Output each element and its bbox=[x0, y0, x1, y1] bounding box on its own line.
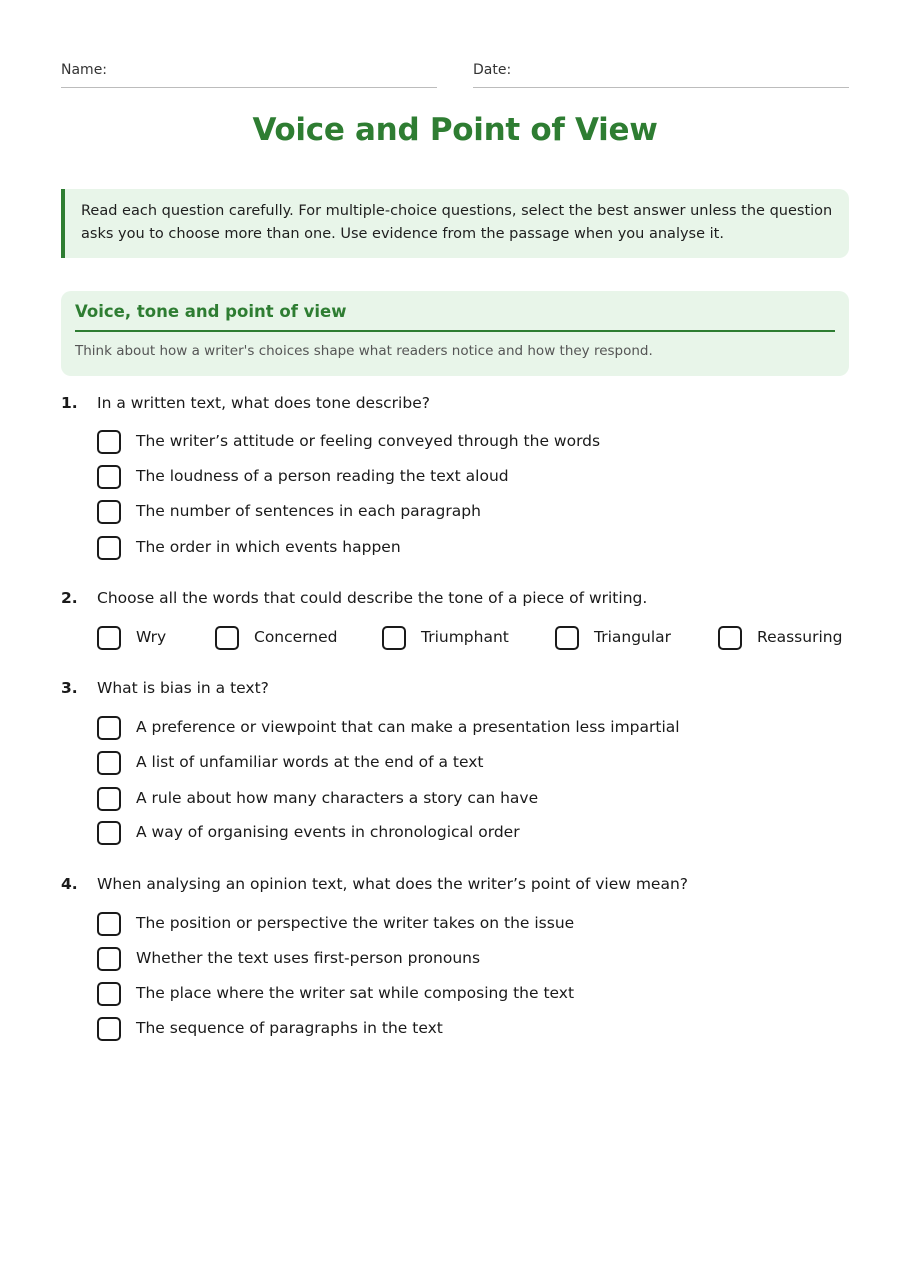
checkbox[interactable] bbox=[97, 751, 121, 775]
checkbox[interactable] bbox=[97, 716, 121, 740]
section-subtitle: Think about how a writer's choices shape what readers notice and how they respond. bbox=[75, 343, 653, 359]
page-title: Voice and Point of View bbox=[252, 112, 658, 148]
question-text: When analysing an opinion text, what does the writer’s point of view mean? bbox=[97, 875, 689, 893]
checkbox[interactable] bbox=[97, 912, 121, 936]
name-label: Name: bbox=[61, 62, 108, 78]
question-number: 3. bbox=[61, 679, 78, 697]
header-fields bbox=[61, 60, 849, 88]
checkbox[interactable] bbox=[97, 787, 121, 811]
option-label: Wry bbox=[136, 628, 167, 646]
checkbox[interactable] bbox=[97, 982, 121, 1006]
checkbox[interactable] bbox=[97, 500, 121, 524]
option-label: The order in which events happen bbox=[136, 538, 401, 556]
section-header bbox=[61, 291, 849, 376]
checkbox[interactable] bbox=[215, 626, 239, 650]
option-label: The writer’s attitude or feeling conveyed through the words bbox=[136, 432, 601, 450]
option-label: Concerned bbox=[254, 628, 338, 646]
checkbox[interactable] bbox=[97, 430, 121, 454]
option-label: Triangular bbox=[594, 628, 672, 646]
name-field[interactable] bbox=[61, 60, 437, 88]
checkbox[interactable] bbox=[555, 626, 579, 650]
question-text: What is bias in a text? bbox=[97, 679, 269, 697]
checkbox[interactable] bbox=[97, 821, 121, 845]
option-label: Triumphant bbox=[421, 628, 509, 646]
question-number: 4. bbox=[61, 875, 78, 893]
date-field[interactable] bbox=[473, 60, 849, 88]
checkbox[interactable] bbox=[718, 626, 742, 650]
option-label: A way of organising events in chronological order bbox=[136, 823, 520, 841]
instructions-box: Read each question carefully. For multiple-choice questions, select the best answer unless the question asks you to choose more than one. Use evidence from the passage when you analyse it. bbox=[61, 189, 849, 258]
checkbox[interactable] bbox=[97, 947, 121, 971]
option-label: A preference or viewpoint that can make a presentation less impartial bbox=[136, 718, 680, 736]
checkbox[interactable] bbox=[97, 1017, 121, 1041]
option-label: Whether the text uses first-person pronouns bbox=[136, 949, 481, 967]
checkbox[interactable] bbox=[382, 626, 406, 650]
checkbox[interactable] bbox=[97, 626, 121, 650]
option-label: The loudness of a person reading the text aloud bbox=[136, 467, 509, 485]
checkbox[interactable] bbox=[97, 465, 121, 489]
option-label: A list of unfamiliar words at the end of a text bbox=[136, 753, 484, 771]
section-title: Voice, tone and point of view bbox=[75, 302, 835, 332]
question-number: 2. bbox=[61, 589, 78, 607]
question-text: In a written text, what does tone describe? bbox=[97, 394, 430, 412]
question-number: 1. bbox=[61, 394, 78, 412]
option-label: The sequence of paragraphs in the text bbox=[136, 1019, 443, 1037]
checkbox[interactable] bbox=[97, 536, 121, 560]
date-label: Date: bbox=[473, 62, 512, 78]
option-label: The number of sentences in each paragraph bbox=[136, 502, 481, 520]
question-text: Choose all the words that could describe the tone of a piece of writing. bbox=[97, 589, 648, 607]
option-label: The position or perspective the writer takes on the issue bbox=[136, 914, 575, 932]
option-label: Reassuring bbox=[757, 628, 843, 646]
option-label: The place where the writer sat while composing the text bbox=[136, 984, 575, 1002]
option-label: A rule about how many characters a story can have bbox=[136, 789, 539, 807]
